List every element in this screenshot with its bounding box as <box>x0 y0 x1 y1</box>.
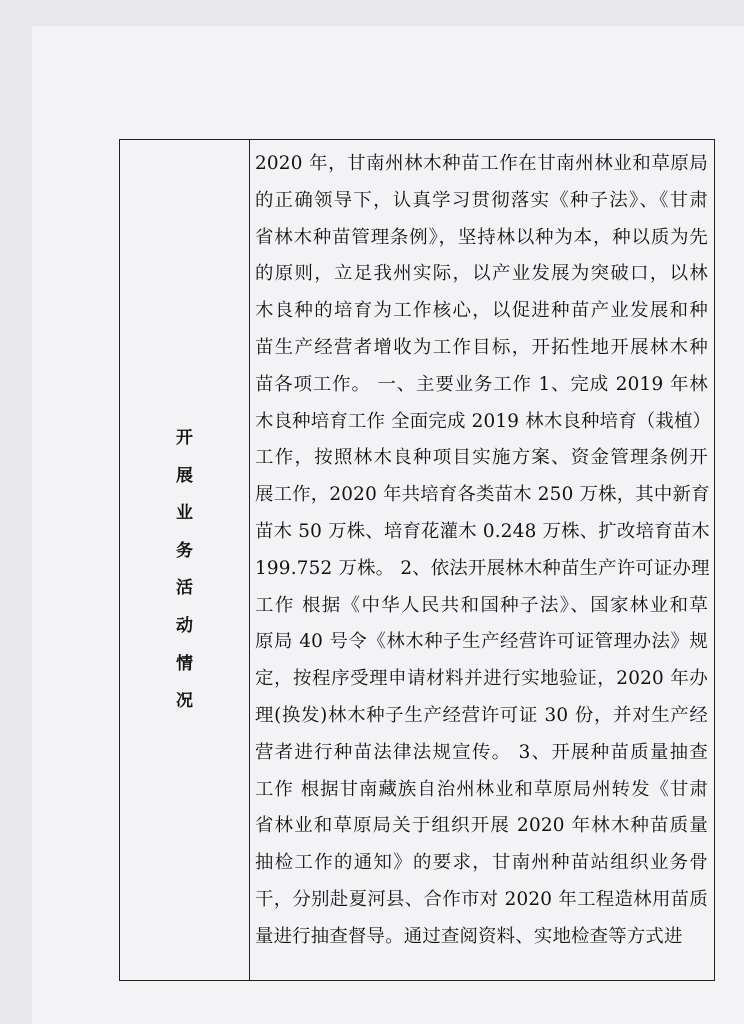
content-line: 原局 40 号令《林木种子生产经营许可证管理办法》规 <box>255 631 708 653</box>
content-line: 定，按程序受理申请材料并进行实地验证，2020 年办 <box>255 668 708 690</box>
content-line: 苗木 50 万株、培育花灌木 0.248 万株、扩改培育苗木 <box>255 520 710 542</box>
content-line: 工作 根据甘南藏族自治州林业和草原局州转发《甘肃 <box>255 778 708 800</box>
row-label-cell <box>120 140 250 980</box>
content-line: 工作 根据《中华人民共和国种子法》、国家林业和草 <box>255 594 708 616</box>
row-label-char: 展 <box>176 465 193 486</box>
row-label-char: 活 <box>176 578 193 599</box>
content-line: 省林业和草原局关于组织开展 2020 年林木种苗质量 <box>255 815 708 837</box>
row-label-char: 业 <box>176 503 193 524</box>
content-line: 省林木种苗管理条例》，坚持林以种为本，种以质为先 <box>255 226 708 248</box>
content-line: 营者进行种苗法律法规宣传。 3、开展种苗质量抽查 <box>255 741 708 763</box>
activity-table <box>119 139 715 981</box>
content-line: 工作，按照林木良种项目实施方案、资金管理条例开 <box>255 447 708 469</box>
content-line: 的正确领导下，认真学习贯彻落实《种子法》、《甘肃 <box>255 189 708 211</box>
content-cell <box>250 140 714 980</box>
content-line: 展工作，2020 年共培育各类苗木 250 万株，其中新育 <box>255 484 710 506</box>
row-label-char: 动 <box>176 615 193 636</box>
content-line: 199.752 万株。 2、依法开展林木种苗生产许可证办理 <box>255 557 710 579</box>
content-line: 量进行抽查督导。通过查阅资料、实地检查等方式进 <box>255 925 683 947</box>
content-line: 理(换发)林木种子生产经营许可证 30 份，并对生产经 <box>255 704 708 726</box>
row-label <box>120 420 249 721</box>
row-label-char: 开 <box>176 428 193 448</box>
row-label-char: 情 <box>176 653 193 674</box>
content-line: 抽检工作的通知》的要求，甘南州种苗站组织业务骨 <box>255 852 708 874</box>
document-page <box>32 26 744 1024</box>
content-line: 木良种的培育为工作核心，以促进种苗产业发展和种 <box>255 300 708 322</box>
content-line: 2020 年，甘南州林木种苗工作在甘南州林业和草原局 <box>255 153 708 174</box>
content-line: 干，分别赴夏河县、合作市对 2020 年工程造林用苗质 <box>255 888 708 910</box>
content-line: 苗生产经营者增收为工作目标，开拓性地开展林木种 <box>255 336 708 358</box>
content-line: 的原则，立足我州实际，以产业发展为突破口，以林 <box>255 263 708 285</box>
row-label-char: 况 <box>176 691 193 712</box>
content-line: 苗各项工作。 一、主要业务工作 1、完成 2019 年林 <box>255 373 708 395</box>
content-line: 木良种培育工作 全面完成 2019 林木良种培育（栽植） <box>255 410 712 432</box>
row-label-char: 务 <box>176 540 193 561</box>
